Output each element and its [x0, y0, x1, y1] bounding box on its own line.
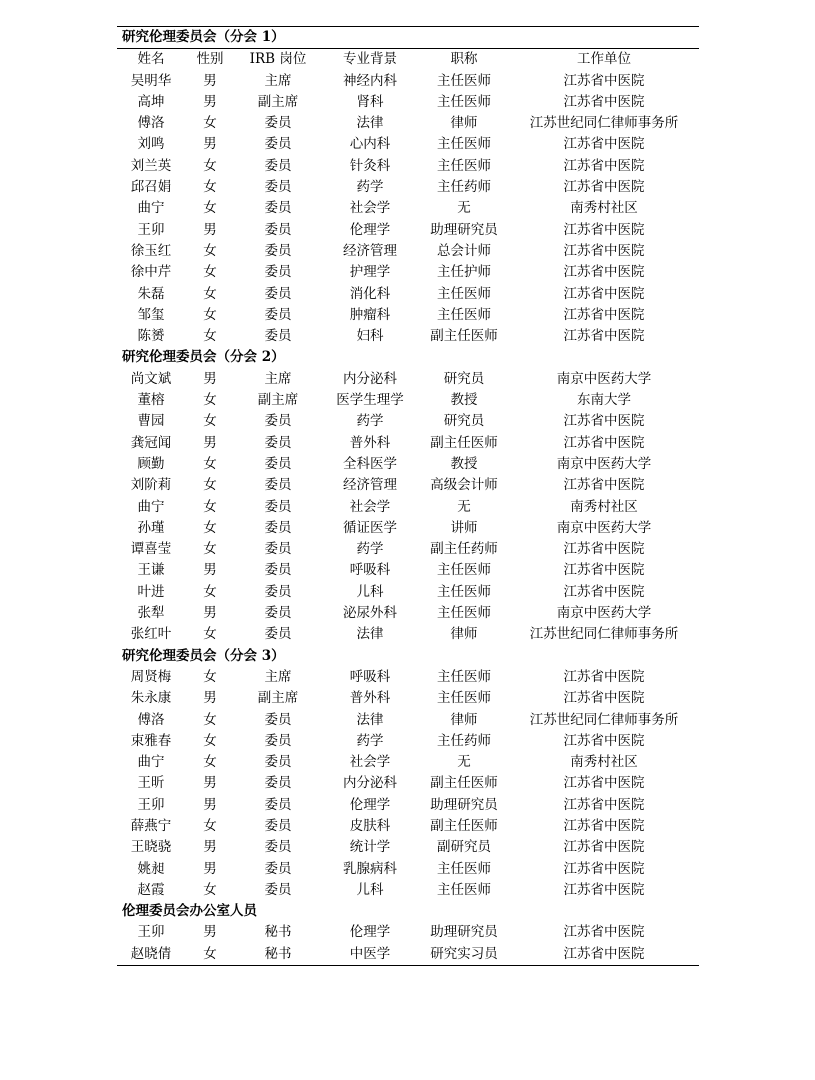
table-row	[117, 390, 699, 411]
table-row	[117, 582, 699, 603]
table-row	[117, 305, 699, 326]
cell-work-unit: 江苏省中医院	[563, 306, 645, 323]
cell-irb-role: 委员	[264, 115, 292, 132]
cell-work-unit: 江苏省中医院	[563, 924, 645, 941]
cell-work-unit: 江苏省中医院	[563, 434, 645, 451]
column-header-row	[117, 49, 699, 71]
cell-major: 全科医学	[343, 455, 397, 472]
cell-gender: 女	[203, 817, 217, 834]
cell-major: 肿瘤科	[349, 306, 391, 323]
cell-work-unit: 南京中医药大学	[556, 519, 652, 536]
cell-name: 傅洛	[137, 115, 165, 132]
cell-gender: 女	[203, 328, 217, 345]
cell-gender: 女	[203, 242, 217, 259]
cell-major: 经济管理	[343, 477, 397, 494]
cell-major: 儿科	[356, 881, 384, 898]
cell-name: 徐中芹	[130, 264, 172, 281]
cell-title: 讲师	[450, 519, 478, 536]
table-row	[117, 433, 699, 454]
cell-irb-role: 副主席	[257, 93, 299, 110]
cell-irb-role: 委员	[264, 562, 292, 579]
cell-name: 周贤梅	[130, 668, 172, 685]
cell-gender: 女	[203, 285, 217, 302]
cell-major: 伦理学	[349, 796, 391, 813]
table-row	[117, 284, 699, 305]
cell-name: 尚文斌	[130, 370, 172, 387]
cell-irb-role: 主席	[264, 72, 292, 89]
cell-title: 助理研究员	[430, 796, 498, 813]
cell-irb-role: 委员	[264, 477, 292, 494]
cell-irb-role: 副主席	[257, 690, 299, 707]
table-row	[117, 859, 699, 880]
cell-irb-role: 委员	[264, 413, 292, 430]
cell-name: 张犁	[137, 605, 165, 622]
cell-major: 心内科	[349, 136, 391, 153]
cell-gender: 女	[203, 455, 217, 472]
cell-title: 律师	[450, 711, 478, 728]
cell-title: 助理研究员	[430, 221, 498, 238]
cell-major: 药学	[356, 413, 384, 430]
cell-irb-role: 委员	[264, 519, 292, 536]
cell-irb-role: 委员	[264, 157, 292, 174]
cell-irb-role: 委员	[264, 242, 292, 259]
cell-gender: 男	[203, 434, 217, 451]
cell-irb-role: 委员	[264, 860, 292, 877]
cell-work-unit: 江苏省中医院	[563, 817, 645, 834]
table-row	[117, 92, 699, 113]
cell-work-unit: 江苏省中医院	[563, 221, 645, 238]
table-row	[117, 369, 699, 390]
cell-name: 赵晓倩	[130, 945, 172, 962]
cell-name: 赵霞	[137, 881, 165, 898]
cell-work-unit: 江苏省中医院	[563, 157, 645, 174]
table-row	[117, 156, 699, 177]
cell-gender: 男	[203, 690, 217, 707]
cell-irb-role: 委员	[264, 264, 292, 281]
cell-gender: 女	[203, 498, 217, 515]
cell-title: 主任医师	[437, 306, 491, 323]
cell-gender: 女	[203, 264, 217, 281]
cell-gender: 女	[203, 115, 217, 132]
cell-title: 主任医师	[437, 881, 491, 898]
cell-work-unit: 江苏省中医院	[563, 541, 645, 558]
column-header-gender: 性别	[185, 49, 235, 71]
section-title: 研究伦理委员会（分会 3）	[122, 647, 285, 664]
cell-title: 主任医师	[437, 285, 491, 302]
table-row	[117, 198, 699, 219]
table-row	[117, 411, 699, 432]
cell-name: 高坤	[137, 93, 165, 110]
table-row	[117, 539, 699, 560]
table-row	[117, 816, 699, 837]
cell-work-unit: 江苏省中医院	[563, 179, 645, 196]
cell-gender: 女	[203, 668, 217, 685]
section-title-row	[117, 27, 699, 49]
cell-work-unit: 江苏省中医院	[563, 562, 645, 579]
cell-name: 孙瑾	[137, 519, 165, 536]
cell-major: 药学	[356, 732, 384, 749]
cell-major: 社会学	[349, 200, 391, 217]
cell-major: 内分泌科	[343, 370, 397, 387]
cell-gender: 女	[203, 392, 217, 409]
cell-major: 中医学	[349, 945, 391, 962]
cell-major: 法律	[356, 115, 384, 132]
table-row	[117, 922, 699, 943]
cell-work-unit: 江苏省中医院	[563, 328, 645, 345]
cell-irb-role: 委员	[264, 221, 292, 238]
table-row	[117, 773, 699, 794]
cell-name: 薛燕宁	[130, 817, 172, 834]
cell-irb-role: 委员	[264, 328, 292, 345]
roster-body	[117, 27, 699, 965]
section-title: 伦理委员会办公室人员	[122, 903, 257, 920]
cell-major: 伦理学	[349, 924, 391, 941]
cell-title: 主任医师	[437, 583, 491, 600]
cell-name: 朱永康	[130, 690, 172, 707]
cell-gender: 女	[203, 477, 217, 494]
cell-title: 副研究员	[437, 839, 491, 856]
cell-irb-role: 委员	[264, 626, 292, 643]
cell-irb-role: 委员	[264, 136, 292, 153]
cell-title: 主任药师	[437, 732, 491, 749]
cell-work-unit: 南京中医药大学	[556, 605, 652, 622]
table-row	[117, 241, 699, 262]
cell-irb-role: 秘书	[264, 945, 292, 962]
cell-work-unit: 江苏省中医院	[563, 72, 645, 89]
cell-major: 内分泌科	[343, 775, 397, 792]
cell-name: 龚冠闻	[130, 434, 172, 451]
cell-title: 主任医师	[437, 690, 491, 707]
committee-roster-table	[117, 27, 699, 965]
cell-title: 主任医师	[437, 72, 491, 89]
cell-title: 无	[457, 498, 471, 515]
cell-irb-role: 委员	[264, 498, 292, 515]
bottom-rule	[117, 965, 699, 966]
cell-gender: 女	[203, 541, 217, 558]
cell-name: 王卯	[137, 221, 165, 238]
cell-major: 儿科	[356, 583, 384, 600]
cell-gender: 女	[203, 413, 217, 430]
cell-title: 无	[457, 200, 471, 217]
cell-name: 姚昶	[137, 860, 165, 877]
cell-name: 邹玺	[137, 306, 165, 323]
cell-title: 主任医师	[437, 93, 491, 110]
cell-major: 社会学	[349, 498, 391, 515]
column-header-work-unit: 工作单位	[509, 49, 699, 71]
cell-title: 律师	[450, 626, 478, 643]
cell-title: 无	[457, 754, 471, 771]
cell-name: 王昕	[137, 775, 165, 792]
cell-title: 律师	[450, 115, 478, 132]
cell-irb-role: 委员	[264, 775, 292, 792]
table-row	[117, 880, 699, 901]
column-header-name: 姓名	[117, 49, 185, 71]
cell-work-unit: 南京中医药大学	[556, 455, 652, 472]
cell-major: 消化科	[349, 285, 391, 302]
cell-name: 刘鸣	[137, 136, 165, 153]
cell-major: 妇科	[356, 328, 384, 345]
table-row	[117, 731, 699, 752]
cell-irb-role: 委员	[264, 817, 292, 834]
cell-name: 束雅春	[130, 732, 172, 749]
cell-title: 教授	[450, 455, 478, 472]
cell-irb-role: 委员	[264, 605, 292, 622]
cell-major: 伦理学	[349, 221, 391, 238]
cell-title: 教授	[450, 392, 478, 409]
cell-name: 谭喜莹	[130, 541, 172, 558]
cell-work-unit: 江苏省中医院	[563, 242, 645, 259]
cell-name: 刘兰英	[130, 157, 172, 174]
cell-work-unit: 南秀村社区	[570, 498, 638, 515]
cell-title: 主任医师	[437, 562, 491, 579]
cell-name: 曲宁	[137, 498, 165, 515]
cell-major: 法律	[356, 711, 384, 728]
table-row	[117, 113, 699, 134]
table-row	[117, 944, 699, 965]
cell-title: 副主任医师	[430, 434, 498, 451]
cell-work-unit: 江苏省中医院	[563, 285, 645, 302]
cell-name: 曲宁	[137, 754, 165, 771]
cell-irb-role: 委员	[264, 434, 292, 451]
cell-work-unit: 江苏世纪同仁律师事务所	[529, 711, 679, 728]
cell-work-unit: 南秀村社区	[570, 754, 638, 771]
cell-name: 徐玉红	[130, 242, 172, 259]
cell-major: 泌尿外科	[343, 605, 397, 622]
cell-title: 主任药师	[437, 179, 491, 196]
cell-irb-role: 委员	[264, 881, 292, 898]
cell-gender: 女	[203, 626, 217, 643]
cell-gender: 男	[203, 562, 217, 579]
table-row	[117, 752, 699, 773]
cell-title: 研究员	[443, 413, 485, 430]
table-row	[117, 560, 699, 581]
cell-name: 王卯	[137, 924, 165, 941]
cell-work-unit: 江苏省中医院	[563, 668, 645, 685]
cell-work-unit: 江苏省中医院	[563, 796, 645, 813]
table-row	[117, 326, 699, 347]
cell-irb-role: 委员	[264, 754, 292, 771]
cell-major: 普外科	[349, 690, 391, 707]
cell-major: 呼吸科	[349, 562, 391, 579]
table-row	[117, 134, 699, 155]
cell-work-unit: 江苏世纪同仁律师事务所	[529, 626, 679, 643]
table-row	[117, 220, 699, 241]
cell-title: 副主任医师	[430, 775, 498, 792]
cell-irb-role: 委员	[264, 285, 292, 302]
table-row	[117, 624, 699, 645]
cell-work-unit: 江苏省中医院	[563, 264, 645, 281]
cell-gender: 男	[203, 72, 217, 89]
table-row	[117, 71, 699, 92]
cell-name: 曹园	[137, 413, 165, 430]
cell-work-unit: 江苏省中医院	[563, 860, 645, 877]
column-header-irb-role: IRB 岗位	[235, 49, 321, 71]
cell-gender: 男	[203, 860, 217, 877]
cell-title: 总会计师	[437, 242, 491, 259]
section-title-row	[117, 646, 699, 667]
cell-title: 高级会计师	[430, 477, 498, 494]
cell-gender: 女	[203, 945, 217, 962]
cell-name: 王谦	[137, 562, 165, 579]
cell-title: 副主任医师	[430, 817, 498, 834]
cell-gender: 女	[203, 519, 217, 536]
table-row	[117, 667, 699, 688]
cell-irb-role: 副主席	[257, 392, 299, 409]
table-row	[117, 688, 699, 709]
section-title-row	[117, 901, 699, 922]
cell-work-unit: 江苏省中医院	[563, 477, 645, 494]
cell-irb-role: 秘书	[264, 924, 292, 941]
cell-work-unit: 南京中医药大学	[556, 370, 652, 387]
cell-gender: 男	[203, 605, 217, 622]
cell-gender: 男	[203, 775, 217, 792]
cell-work-unit: 江苏省中医院	[563, 839, 645, 856]
table-row	[117, 454, 699, 475]
table-row	[117, 603, 699, 624]
cell-gender: 男	[203, 924, 217, 941]
table-row	[117, 497, 699, 518]
cell-gender: 女	[203, 179, 217, 196]
cell-irb-role: 主席	[264, 370, 292, 387]
cell-name: 朱磊	[137, 285, 165, 302]
cell-name: 刘阶莉	[130, 477, 172, 494]
cell-major: 针灸科	[349, 157, 391, 174]
cell-title: 主任医师	[437, 157, 491, 174]
cell-name: 顾勤	[137, 455, 165, 472]
table-row	[117, 262, 699, 283]
cell-major: 呼吸科	[349, 668, 391, 685]
table-row	[117, 177, 699, 198]
cell-gender: 女	[203, 732, 217, 749]
cell-gender: 男	[203, 370, 217, 387]
cell-work-unit: 江苏省中医院	[563, 732, 645, 749]
table-row	[117, 710, 699, 731]
section-title: 研究伦理委员会（分会 1）	[122, 29, 285, 45]
cell-major: 普外科	[349, 434, 391, 451]
cell-irb-role: 委员	[264, 839, 292, 856]
committee-roster-sheet	[117, 26, 699, 966]
cell-gender: 女	[203, 881, 217, 898]
cell-major: 皮肤科	[349, 817, 391, 834]
cell-gender: 男	[203, 221, 217, 238]
section-title-row	[117, 347, 699, 368]
cell-major: 药学	[356, 179, 384, 196]
cell-gender: 女	[203, 583, 217, 600]
cell-irb-role: 委员	[264, 796, 292, 813]
cell-title: 主任医师	[437, 136, 491, 153]
cell-name: 王晓骁	[130, 839, 172, 856]
cell-title: 主任护师	[437, 264, 491, 281]
cell-work-unit: 江苏省中医院	[563, 136, 645, 153]
cell-name: 张红叶	[130, 626, 172, 643]
column-header-title: 职称	[419, 49, 509, 71]
cell-gender: 男	[203, 93, 217, 110]
cell-name: 傅洛	[137, 711, 165, 728]
table-row	[117, 518, 699, 539]
cell-major: 经济管理	[343, 242, 397, 259]
cell-work-unit: 江苏世纪同仁律师事务所	[529, 115, 679, 132]
cell-irb-role: 委员	[264, 179, 292, 196]
cell-irb-role: 委员	[264, 455, 292, 472]
cell-work-unit: 江苏省中医院	[563, 93, 645, 110]
cell-major: 社会学	[349, 754, 391, 771]
cell-work-unit: 江苏省中医院	[563, 413, 645, 430]
cell-name: 王卯	[137, 796, 165, 813]
cell-gender: 女	[203, 306, 217, 323]
cell-title: 副主任药师	[430, 541, 498, 558]
cell-title: 主任医师	[437, 860, 491, 877]
cell-irb-role: 委员	[264, 711, 292, 728]
cell-irb-role: 委员	[264, 583, 292, 600]
cell-major: 肾科	[356, 93, 384, 110]
cell-major: 护理学	[349, 264, 391, 281]
cell-irb-role: 委员	[264, 732, 292, 749]
cell-work-unit: 东南大学	[577, 392, 632, 409]
cell-gender: 女	[203, 711, 217, 728]
column-header-major: 专业背景	[321, 49, 419, 71]
table-row	[117, 795, 699, 816]
cell-name: 叶进	[137, 583, 165, 600]
table-row	[117, 837, 699, 858]
cell-work-unit: 南秀村社区	[570, 200, 638, 217]
cell-major: 法律	[356, 626, 384, 643]
cell-major: 神经内科	[343, 72, 397, 89]
cell-major: 乳腺病科	[343, 860, 397, 877]
cell-irb-role: 委员	[264, 306, 292, 323]
cell-work-unit: 江苏省中医院	[563, 583, 645, 600]
cell-work-unit: 江苏省中医院	[563, 775, 645, 792]
cell-work-unit: 江苏省中医院	[563, 945, 645, 962]
cell-major: 医学生理学	[336, 392, 404, 409]
cell-irb-role: 委员	[264, 541, 292, 558]
cell-name: 曲宁	[137, 200, 165, 217]
cell-title: 主任医师	[437, 668, 491, 685]
section-title: 研究伦理委员会（分会 2）	[122, 349, 285, 366]
cell-gender: 女	[203, 200, 217, 217]
cell-name: 吴明华	[130, 72, 172, 89]
cell-irb-role: 委员	[264, 200, 292, 217]
cell-gender: 女	[203, 157, 217, 174]
cell-work-unit: 江苏省中医院	[563, 690, 645, 707]
cell-major: 统计学	[349, 839, 391, 856]
cell-title: 副主任医师	[430, 328, 498, 345]
cell-name: 董榕	[137, 392, 165, 409]
cell-title: 研究实习员	[430, 945, 498, 962]
cell-gender: 男	[203, 839, 217, 856]
cell-major: 药学	[356, 541, 384, 558]
cell-gender: 男	[203, 136, 217, 153]
cell-major: 循证医学	[343, 519, 397, 536]
cell-gender: 女	[203, 754, 217, 771]
table-row	[117, 475, 699, 496]
cell-title: 主任医师	[437, 605, 491, 622]
cell-work-unit: 江苏省中医院	[563, 881, 645, 898]
cell-name: 陈赟	[137, 328, 165, 345]
cell-title: 助理研究员	[430, 924, 498, 941]
cell-name: 邱召娟	[130, 179, 172, 196]
cell-irb-role: 主席	[264, 668, 292, 685]
cell-gender: 男	[203, 796, 217, 813]
cell-title: 研究员	[443, 370, 485, 387]
